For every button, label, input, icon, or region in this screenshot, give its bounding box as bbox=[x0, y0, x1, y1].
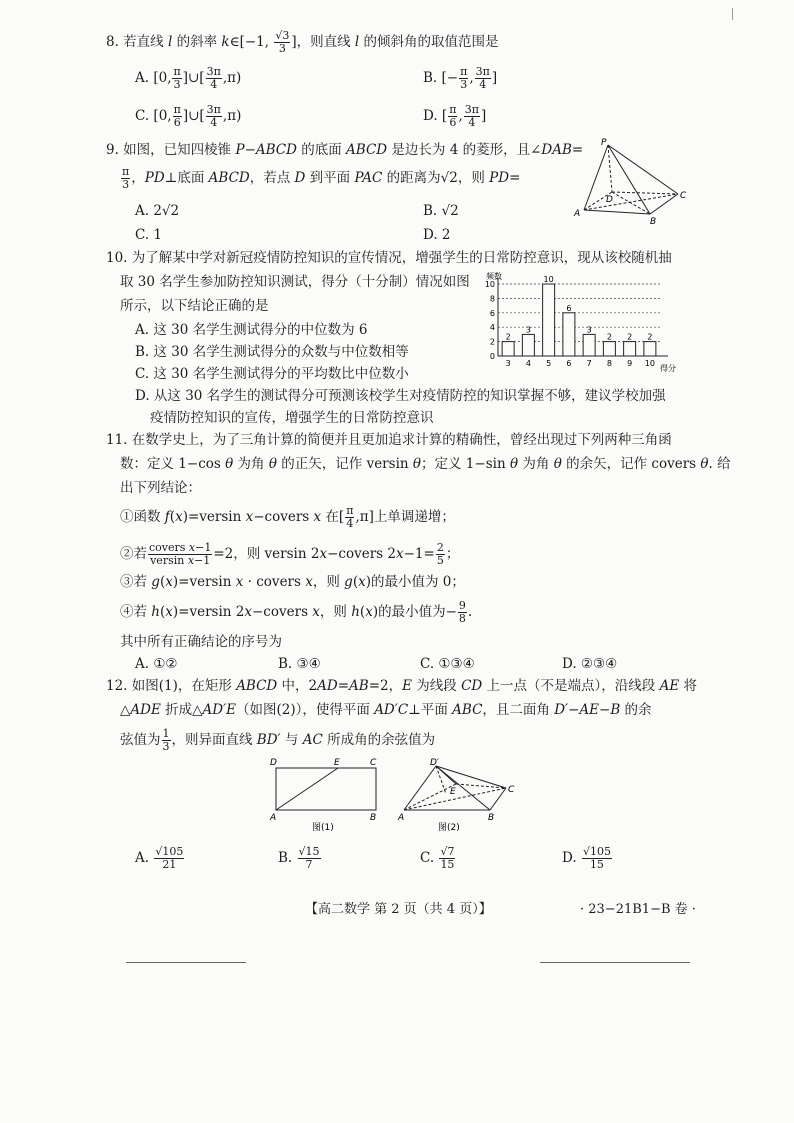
q10-option-d-line1[interactable]: D. 从这 30 名学生的测试得分可预测该校学生对疫情防控的知识掌握不够，建议学校加强 bbox=[135, 388, 666, 404]
q8-option-b[interactable]: B. [− $\frac{\pi}{3}$ , $\frac{3\pi}{4}$ ] bbox=[423, 65, 498, 91]
bar bbox=[502, 342, 514, 356]
q11-option-c[interactable]: C. ①③④ bbox=[420, 656, 475, 672]
edge-AB bbox=[584, 210, 650, 214]
q11-question: 其中所有正确结论的序号为 bbox=[120, 634, 282, 650]
fig1-label-B: B bbox=[370, 813, 377, 823]
q11-statement-3: ③若 g(x)=versin x · covers x，则 g(x)的最小值为 0； bbox=[120, 574, 465, 590]
bar-value-label: 2 bbox=[505, 332, 511, 342]
y-tick-label: 0 bbox=[489, 352, 495, 361]
label-C: C bbox=[680, 191, 687, 201]
bar-value-label: 3 bbox=[525, 325, 531, 335]
bar bbox=[563, 313, 575, 356]
label-A: A bbox=[574, 209, 581, 219]
bar bbox=[624, 342, 636, 356]
fig1-label-E: E bbox=[334, 758, 340, 768]
q10-stem-line1: 10. 为了解某中学对新冠疫情防控知识的宣传情况，增强学生的日常防控意识，现从该校随机抽 bbox=[106, 250, 672, 266]
fig1-caption: 图(1) bbox=[312, 823, 334, 833]
q8-option-a[interactable]: A. [0, $\frac{\pi}{3}$ ]∪[ $\frac{3\pi}{4}$ ,π) bbox=[135, 65, 242, 91]
frequency-bar-chart bbox=[478, 270, 688, 376]
q8-stem: 8. 若直线 l 的斜率 k∈[−1, $\frac{√3}{3}$ ]，则直线 l 的倾斜角的取值范围是 bbox=[106, 29, 499, 55]
folded-figure-2 bbox=[394, 756, 524, 836]
x-tick-label: 3 bbox=[505, 359, 511, 368]
q10-option-c[interactable]: C. 这 30 名学生测试得分的平均数比中位数小 bbox=[135, 366, 409, 382]
bar bbox=[583, 334, 595, 356]
x-tick-label: 7 bbox=[586, 359, 592, 368]
x-tick-label: 10 bbox=[644, 359, 655, 368]
q12-option-a[interactable]: A. $\frac{√105}{21}$ bbox=[135, 845, 184, 871]
x-tick-label: 4 bbox=[525, 359, 531, 368]
edge-AC bbox=[584, 194, 678, 210]
q9-stem-line2: $\frac{\pi}{3}$ ，PD⊥底面 ABCD，若点 D 到平面 PAC 的距离为√2，则 PD= bbox=[122, 165, 521, 191]
q8-option-d[interactable]: D. [ $\frac{\pi}{6}$ , $\frac{3\pi}{4}$ ] bbox=[423, 103, 487, 129]
fig2-label-C: C bbox=[508, 785, 515, 795]
x-tick-label: 8 bbox=[606, 359, 612, 368]
q11-stem-line3: 出下列结论： bbox=[120, 480, 201, 496]
bar-value-label: 10 bbox=[543, 275, 554, 284]
label-D: D bbox=[606, 195, 613, 205]
fig2-label-B: B bbox=[488, 813, 495, 823]
q11-statement-1: ①函数 f(x)=versin x−covers x 在[ $\frac{\pi}{4}$ ,π]上单调递增； bbox=[120, 504, 455, 530]
bar bbox=[603, 342, 615, 356]
edge-PB bbox=[608, 145, 650, 214]
y-tick-label: 2 bbox=[489, 337, 495, 347]
y-tick-label: 10 bbox=[484, 280, 495, 289]
y-tick-label: 6 bbox=[489, 308, 495, 318]
q12-stem-line2: △ADE 折成△AD′E（如图(2)），使得平面 AD′C⊥平面 ABC，且二面角 D′−AE−B 的余 bbox=[120, 702, 652, 718]
fig1-label-D: D bbox=[270, 758, 277, 768]
bar-value-label: 6 bbox=[566, 303, 572, 313]
label-P: P bbox=[601, 138, 607, 148]
q9-stem-line1: 9. 如图，已知四棱锥 P−ABCD 的底面 ABCD 是边长为 4 的菱形，且∠DAB= bbox=[106, 142, 584, 158]
x-tick-label: 6 bbox=[566, 359, 572, 368]
bar-value-label: 2 bbox=[647, 332, 653, 342]
pyramid-figure bbox=[570, 136, 690, 224]
fig2-label-Dp: D′ bbox=[430, 758, 439, 768]
bar bbox=[522, 334, 534, 356]
q12-option-d[interactable]: D. $\frac{√105}{15}$ bbox=[562, 845, 611, 871]
bar-value-label: 3 bbox=[586, 325, 592, 335]
fig2-label-E: E bbox=[450, 787, 456, 797]
y-axis-label: 频数 bbox=[486, 272, 502, 281]
rectangle-figure-1 bbox=[266, 756, 386, 836]
bar bbox=[543, 284, 555, 356]
x-tick-label: 9 bbox=[627, 359, 633, 368]
q11-statement-4: ④若 h(x)=versin 2x−covers x，则 h(x)的最小值为− $\frac{9}{8}$ . bbox=[120, 599, 473, 625]
edge-PA bbox=[584, 145, 608, 210]
q11-stem-line1: 11. 在数学史上，为了三角计算的简便并且更加追求计算的精确性，曾经出现过下列两种三角函 bbox=[106, 432, 672, 448]
label-B: B bbox=[650, 217, 657, 224]
q9-option-a[interactable]: A. 2√2 bbox=[135, 203, 180, 219]
q12-stem-line1: 12. 如图(1)，在矩形 ABCD 中，2AD=AB=2，E 为线段 CD 上一点（不是端点），沿线段 AE 将 bbox=[106, 678, 697, 694]
q11-option-a[interactable]: A. ①② bbox=[135, 656, 178, 672]
q9-option-d[interactable]: D. 2 bbox=[423, 227, 451, 243]
edge-DC bbox=[612, 192, 678, 194]
q12-option-b[interactable]: B. $\frac{√15}{7}$ bbox=[278, 845, 320, 871]
q8-option-c[interactable]: C. [0, $\frac{\pi}{6}$ ]∪[ $\frac{3\pi}{4}$ ,π) bbox=[135, 103, 242, 129]
edge-PD bbox=[608, 145, 612, 192]
q10-stem-line2: 取 30 名学生参加防控知识测试，得分（十分制）情况如图 bbox=[120, 274, 470, 290]
fig1-label-C: C bbox=[370, 758, 377, 768]
edge-PC bbox=[608, 145, 678, 194]
q12-option-c[interactable]: C. $\frac{√7}{15}$ bbox=[420, 845, 455, 871]
bar bbox=[644, 342, 656, 356]
y-tick-label: 4 bbox=[489, 323, 495, 333]
q11-stem-line2: 数：定义 1−cos θ 为角 θ 的正矢，记作 versin θ；定义 1−sin θ 为角 θ 的余矢，记作 covers θ. 给 bbox=[120, 456, 731, 472]
q11-option-b[interactable]: B. ③④ bbox=[278, 656, 321, 672]
fig1-label-A: A bbox=[270, 813, 277, 823]
x-tick-label: 5 bbox=[546, 359, 552, 368]
footer-page-info: 【高二数学 第 2 页（共 4 页）】 bbox=[305, 902, 492, 917]
q12-stem-line3: 弦值为 $\frac{1}{3}$ ，则异面直线 BD′ 与 AC 所成角的余弦值为 bbox=[120, 727, 436, 753]
q9-option-b[interactable]: B. √2 bbox=[423, 203, 459, 219]
q10-option-a[interactable]: A. 这 30 名学生测试得分的中位数为 6 bbox=[135, 322, 368, 338]
fig2-label-A: A bbox=[398, 813, 405, 823]
x-axis-label: 得分 bbox=[660, 364, 676, 373]
divider-right bbox=[540, 962, 690, 963]
q11-option-d[interactable]: D. ②③④ bbox=[562, 656, 618, 672]
fraction: $\frac{√3}{3}$ bbox=[275, 29, 290, 55]
q11-statement-2: ②若 $\frac{\text{covers x−1}}{\text{versin x−1}}$ =2，则 versin 2x−covers 2x−1= $\frac{2}{5}$ ； bbox=[120, 541, 460, 567]
fig2-caption: 图(2) bbox=[438, 823, 460, 833]
q10-stem-line3: 所示，以下结论正确的是 bbox=[120, 298, 269, 314]
scan-mark bbox=[732, 8, 733, 20]
y-tick-label: 8 bbox=[489, 294, 495, 304]
q10-option-b[interactable]: B. 这 30 名学生测试得分的众数与中位数相等 bbox=[135, 344, 409, 360]
bar-value-label: 2 bbox=[606, 332, 612, 342]
q10-option-d-line2: 疫情防控知识的宣传，增强学生的日常防控意识 bbox=[150, 410, 434, 426]
q9-option-c[interactable]: C. 1 bbox=[135, 227, 163, 243]
footer-paper-code: · 23−21B1−B 卷 · bbox=[580, 902, 696, 917]
divider-left bbox=[126, 962, 246, 963]
edge-DB bbox=[612, 192, 650, 214]
bar-value-label: 2 bbox=[627, 332, 633, 342]
edge-BC bbox=[650, 194, 678, 214]
